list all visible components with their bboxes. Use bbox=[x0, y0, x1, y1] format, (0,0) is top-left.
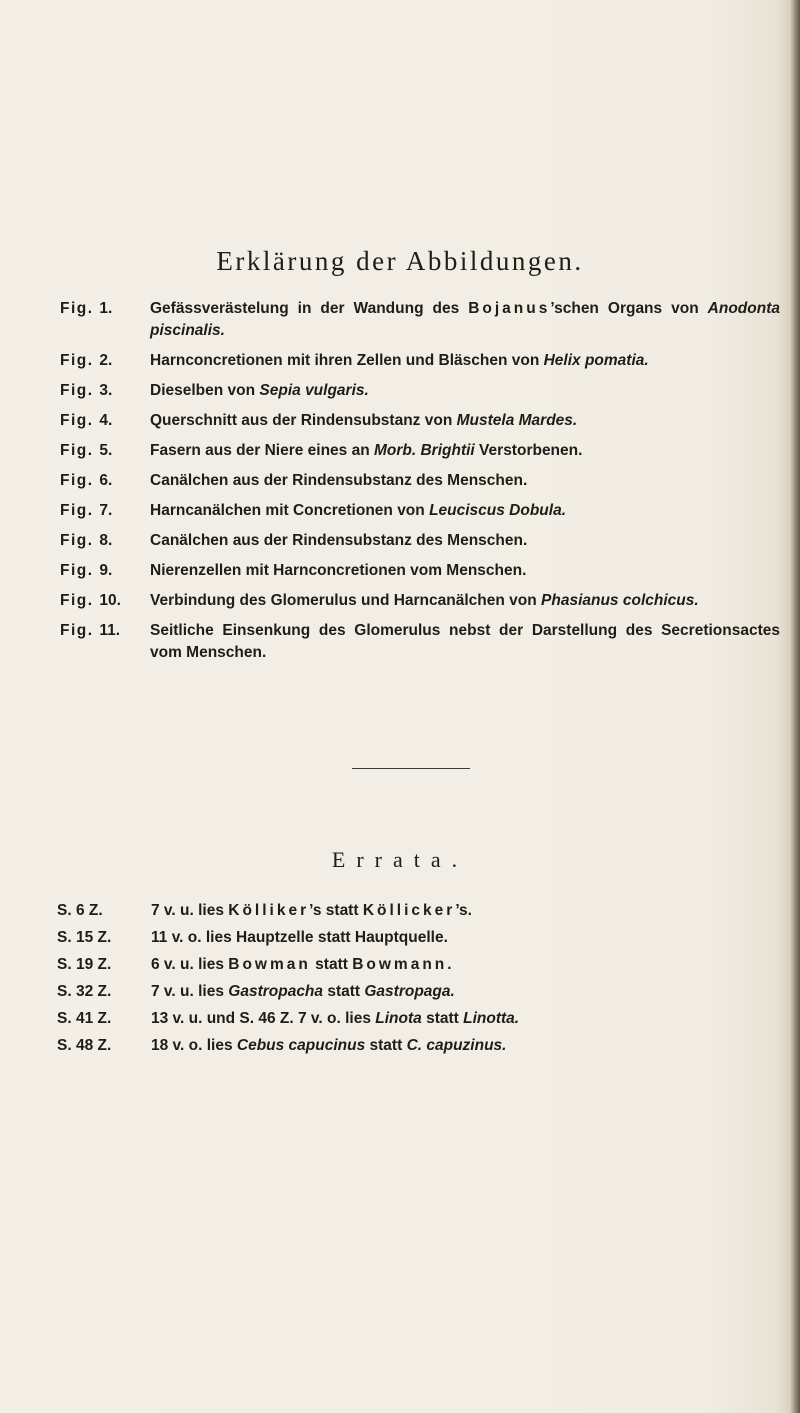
caption-text: Leuciscus Dobula. bbox=[429, 502, 567, 519]
figure-caption bbox=[150, 470, 780, 492]
figure-label bbox=[60, 560, 150, 582]
figure-caption bbox=[150, 380, 780, 402]
errata-reference: S. 19 Z. bbox=[57, 956, 112, 973]
errata-reference: S. 41 Z. bbox=[57, 1010, 112, 1027]
errata-text: Linotta. bbox=[463, 1010, 520, 1027]
figure-number: 2. bbox=[99, 352, 113, 369]
caption-text: Phasianus colchicus. bbox=[541, 592, 699, 609]
errata-text: Bowman bbox=[228, 956, 311, 973]
figure-label bbox=[60, 500, 150, 522]
errata-text: Gastropacha bbox=[228, 983, 324, 1000]
figure-number: 4. bbox=[99, 412, 113, 429]
caption-text: Canälchen aus der Rindensubstanz des Menschen. bbox=[150, 532, 528, 549]
errata-text: C. capuzinus. bbox=[406, 1037, 507, 1054]
figure-legend-item bbox=[60, 380, 780, 402]
errata-text: Köllicker bbox=[362, 902, 456, 919]
errata-text: ’s. bbox=[455, 902, 472, 919]
figure-label bbox=[60, 380, 150, 402]
caption-text: ’schen Organs von bbox=[550, 300, 708, 317]
figure-caption bbox=[150, 500, 780, 522]
figure-label bbox=[60, 530, 150, 552]
figure-label bbox=[60, 350, 150, 372]
figure-legend-item bbox=[60, 590, 780, 612]
figure-number: 6. bbox=[99, 472, 113, 489]
figure-legend-item bbox=[60, 470, 780, 492]
errata-text: statt bbox=[365, 1037, 407, 1054]
errata-text: Linota bbox=[375, 1010, 422, 1027]
figure-label-prefix: Fig. bbox=[60, 300, 100, 317]
figure-legend-list bbox=[60, 298, 780, 672]
caption-text: Mustela Mardes. bbox=[456, 412, 578, 429]
caption-text: Bojanus bbox=[468, 300, 551, 317]
figure-legend-item bbox=[60, 620, 780, 664]
figure-number: 10. bbox=[99, 592, 121, 609]
errata-text: . bbox=[447, 956, 452, 973]
caption-text: Helix pomatia. bbox=[543, 352, 649, 369]
figure-legend-item bbox=[60, 530, 780, 552]
figure-label-prefix: Fig. bbox=[60, 592, 100, 609]
figure-label-prefix: Fig. bbox=[60, 442, 100, 459]
figure-caption bbox=[150, 620, 780, 664]
caption-text: Verbindung des Glomerulus und Harncanälchen von bbox=[150, 592, 542, 609]
figure-label bbox=[60, 470, 150, 492]
figure-label bbox=[60, 440, 150, 462]
errata-item bbox=[57, 927, 777, 949]
figure-caption bbox=[150, 590, 780, 612]
page-edge bbox=[790, 0, 800, 1413]
figure-number: 9. bbox=[99, 562, 113, 579]
figure-number: 5. bbox=[99, 442, 113, 459]
figure-label bbox=[60, 410, 150, 432]
figure-label bbox=[60, 298, 150, 320]
errata-text: statt bbox=[421, 1010, 464, 1027]
figure-label-prefix: Fig. bbox=[60, 412, 100, 429]
caption-text: Sepia vulgaris. bbox=[259, 382, 369, 399]
errata-text: 7 v. u. lies bbox=[151, 902, 229, 919]
errata-text: Bowmann bbox=[352, 956, 448, 973]
errata-item bbox=[57, 981, 777, 1003]
figure-label-prefix: Fig. bbox=[60, 622, 100, 639]
errata-reference: S. 15 Z. bbox=[57, 929, 112, 946]
caption-text: Gefässverästelung in der Wandung des bbox=[150, 300, 469, 317]
caption-text: Seitliche Einsenkung des Glomerulus nebst der Darstellung des Secretionsactes vom Menschen. bbox=[150, 622, 780, 661]
closing-rule bbox=[352, 768, 470, 769]
figure-label-prefix: Fig. bbox=[60, 562, 100, 579]
caption-text: Anodonta piscinalis. bbox=[150, 300, 780, 339]
caption-text: Verstorbenen. bbox=[474, 442, 583, 459]
figure-label-prefix: Fig. bbox=[60, 472, 100, 489]
figure-legend-item bbox=[60, 298, 780, 342]
figure-caption bbox=[150, 350, 780, 372]
errata-list bbox=[57, 900, 777, 1062]
caption-text: Harncanälchen mit Concretionen von bbox=[150, 502, 430, 519]
figure-number: 7. bbox=[99, 502, 113, 519]
errata-text: Gastropaga. bbox=[364, 983, 455, 1000]
errata-item bbox=[57, 1035, 777, 1057]
errata-text: 13 v. u. und S. 46 Z. 7 v. o. lies bbox=[151, 1010, 376, 1027]
errata-text: 11 v. o. lies Hauptzelle statt Hauptquelle. bbox=[151, 929, 448, 946]
figure-label-prefix: Fig. bbox=[60, 532, 100, 549]
figure-label-prefix: Fig. bbox=[60, 382, 100, 399]
figure-legend-item bbox=[60, 500, 780, 522]
figure-legend-item bbox=[60, 440, 780, 462]
caption-text: Canälchen aus der Rindensubstanz des Menschen. bbox=[150, 472, 528, 489]
figure-label-prefix: Fig. bbox=[60, 502, 100, 519]
figure-label-prefix: Fig. bbox=[60, 352, 100, 369]
figure-caption bbox=[150, 440, 780, 462]
errata-item bbox=[57, 1008, 777, 1030]
figure-number: 3. bbox=[99, 382, 113, 399]
caption-text: Dieselben von bbox=[150, 382, 260, 399]
caption-text: Nierenzellen mit Harnconcretionen vom Menschen. bbox=[150, 562, 527, 579]
errata-text: ’s statt bbox=[309, 902, 363, 919]
errata-text: statt bbox=[310, 956, 353, 973]
caption-text: Morb. Brightii bbox=[374, 442, 475, 459]
figure-legend-item bbox=[60, 350, 780, 372]
errata-title: Errata. bbox=[331, 847, 469, 872]
errata-item bbox=[57, 900, 777, 922]
errata-reference: S. 48 Z. bbox=[57, 1037, 112, 1054]
figure-label bbox=[60, 590, 150, 612]
errata-text: 6 v. u. lies bbox=[151, 956, 229, 973]
figure-number: 8. bbox=[99, 532, 113, 549]
errata-reference: S. 32 Z. bbox=[57, 983, 112, 1000]
caption-text: Harnconcretionen mit ihren Zellen und Bläschen von bbox=[150, 352, 544, 369]
figure-caption bbox=[150, 410, 780, 432]
caption-text: Fasern aus der Niere eines an bbox=[150, 442, 374, 459]
figure-number: 11. bbox=[99, 622, 121, 639]
figure-label bbox=[60, 620, 150, 642]
figure-legend-item bbox=[60, 560, 780, 582]
errata-text: 18 v. o. lies bbox=[151, 1037, 237, 1054]
figure-number: 1. bbox=[99, 300, 113, 317]
errata-text: Cebus capucinus bbox=[236, 1037, 366, 1054]
figure-caption bbox=[150, 298, 780, 342]
caption-text: Querschnitt aus der Rindensubstanz von bbox=[150, 412, 457, 429]
errata-reference: S. 6 Z. bbox=[57, 902, 103, 919]
page-title: Erklärung der Abbildungen. bbox=[216, 246, 584, 276]
errata-text: statt bbox=[323, 983, 365, 1000]
errata-item bbox=[57, 954, 777, 976]
figure-legend-item bbox=[60, 410, 780, 432]
errata-text: Kölliker bbox=[228, 902, 310, 919]
errata-text: 7 v. u. lies bbox=[151, 983, 229, 1000]
figure-caption bbox=[150, 530, 780, 552]
figure-caption bbox=[150, 560, 780, 582]
